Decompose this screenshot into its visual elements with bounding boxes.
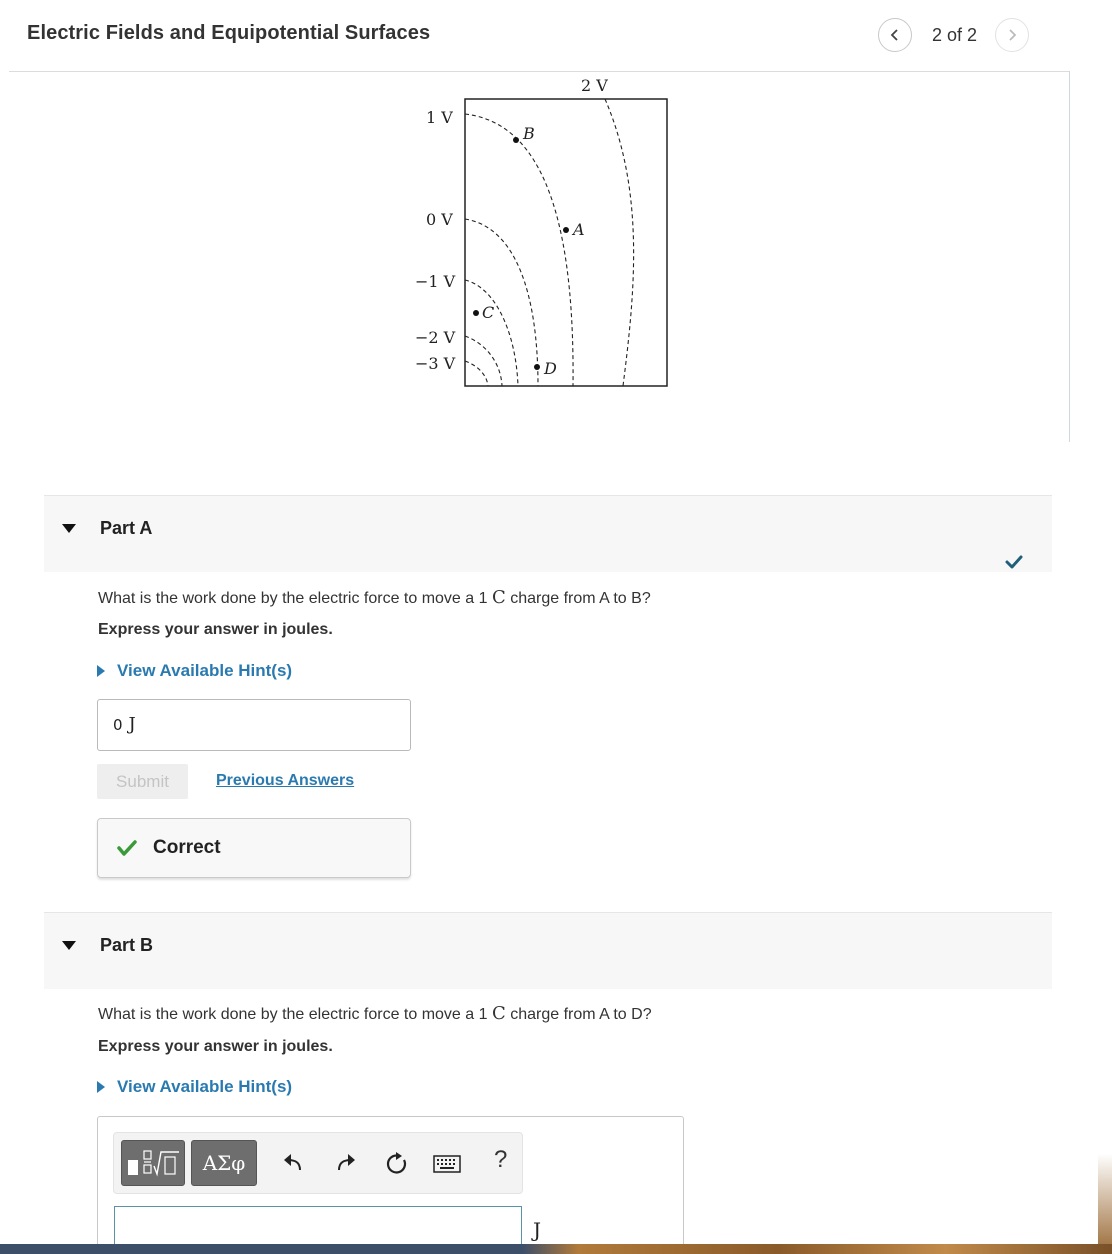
undo-icon[interactable]	[282, 1152, 304, 1174]
previous-answers-link[interactable]: Previous Answers	[216, 772, 355, 789]
pagination	[878, 18, 1029, 52]
reset-icon[interactable]	[385, 1152, 409, 1176]
part-a-label: Part A	[100, 518, 153, 538]
caret-right-icon	[97, 665, 105, 677]
part-b-hint-link[interactable]	[97, 1077, 292, 1097]
figure-frame	[465, 99, 667, 386]
part-b-header[interactable]	[44, 912, 1052, 989]
submit-button[interactable]: Submit	[97, 764, 188, 799]
point-d-label: D	[544, 359, 557, 378]
question-text: charge from A to D?	[505, 1006, 652, 1023]
label-2v: 2 V	[581, 76, 608, 95]
point-a	[563, 227, 569, 233]
editor-toolbar	[113, 1132, 523, 1194]
desktop-strip	[0, 1244, 1112, 1254]
part-b-answer-unit: J	[533, 1218, 542, 1242]
part-a-hint-link[interactable]	[97, 661, 292, 681]
question-text: What is the work done by the electric force to move a 1	[98, 1006, 492, 1023]
help-button[interactable]: ?	[494, 1146, 508, 1173]
point-b-label: B	[523, 124, 535, 143]
keyboard-icon[interactable]	[433, 1155, 461, 1173]
label-0v: 0 V	[426, 210, 453, 229]
part-b-instruction: Express your answer in joules.	[98, 1038, 333, 1055]
equipotential-minus-1v	[465, 280, 518, 386]
part-a-header[interactable]	[44, 495, 1052, 572]
hint-link-label[interactable]: View Available Hint(s)	[117, 1077, 293, 1096]
label-minus-1v: −1 V	[415, 272, 456, 291]
caret-down-icon[interactable]	[62, 941, 76, 951]
equipotential-1v	[465, 114, 573, 386]
answer-editor	[97, 1116, 684, 1244]
charge-unit: C	[491, 1003, 506, 1024]
window-edge	[1098, 0, 1112, 1254]
success-check-icon	[117, 839, 137, 857]
page-counter: 2 of 2	[932, 24, 978, 45]
part-a-instruction: Express your answer in joules.	[98, 621, 333, 638]
caret-down-icon[interactable]	[62, 524, 76, 534]
equipotential-figure	[395, 72, 695, 392]
chevron-right-icon	[1006, 28, 1018, 42]
answer-unit: J	[128, 714, 136, 735]
chevron-left-icon	[889, 28, 901, 42]
equipotential-minus-3v	[465, 361, 488, 386]
label-minus-2v: −2 V	[415, 328, 456, 347]
charge-unit: C	[491, 587, 506, 608]
checkmark-icon	[1004, 554, 1024, 570]
caret-right-icon	[97, 1081, 105, 1093]
feedback-text: Correct	[153, 837, 221, 858]
part-a-question	[98, 587, 651, 608]
point-d	[534, 364, 540, 370]
point-b	[513, 137, 519, 143]
equipotential-0v	[465, 219, 538, 386]
next-page-button[interactable]	[995, 18, 1029, 52]
label-minus-3v: −3 V	[415, 354, 456, 373]
feedback-correct	[97, 818, 411, 878]
question-text: What is the work done by the electric force to move a 1	[98, 590, 492, 607]
part-b-question	[98, 1003, 652, 1024]
point-a-label: A	[573, 220, 585, 239]
figure-panel-edge	[1069, 71, 1070, 442]
part-a-answer-field[interactable]	[97, 699, 411, 751]
equipotential-2v	[605, 99, 634, 386]
part-b-answer-input[interactable]	[114, 1206, 522, 1244]
math-templates-icon	[124, 1146, 182, 1180]
question-text: charge from A to B?	[505, 590, 651, 607]
templates-button[interactable]	[121, 1140, 185, 1186]
point-c	[473, 310, 479, 316]
greek-symbols-button[interactable]: ΑΣφ	[191, 1140, 257, 1186]
point-c-label: C	[482, 303, 495, 322]
hint-link-label[interactable]: View Available Hint(s)	[117, 661, 293, 680]
previous-page-button[interactable]	[878, 18, 912, 52]
redo-icon[interactable]	[335, 1152, 357, 1174]
answer-value: 0	[113, 716, 123, 734]
label-1v: 1 V	[426, 108, 453, 127]
page-title: Electric Fields and Equipotential Surfaces	[27, 22, 431, 44]
equipotential-minus-2v	[465, 336, 502, 386]
part-b-label: Part B	[100, 935, 154, 955]
